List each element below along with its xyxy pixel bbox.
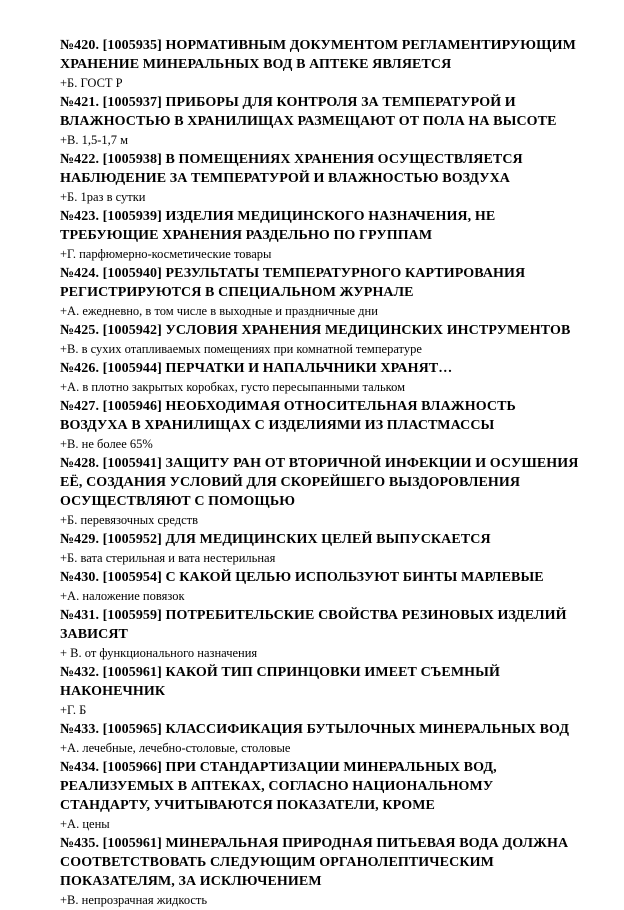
answer-text: +Б. 1раз в сутки [60, 190, 146, 204]
question-text: №422. [1005938] В ПОМЕЩЕНИЯХ ХРАНЕНИЯ ОСУЩЕСТВЛЯЕТСЯ НАБЛЮДЕНИЕ ЗА ТЕМПЕРАТУРОЙ И ВЛАЖНОСТЬЮ ВОЗДУХА [60, 152, 523, 186]
answer-text: + В. от функционального назначения [60, 646, 258, 660]
question-block [60, 359, 585, 396]
question-block [60, 606, 585, 662]
answer-text: +А. ежедневно, в том числе в выходные и праздничные дни [60, 304, 378, 318]
question-text: №425. [1005942] УСЛОВИЯ ХРАНЕНИЯ МЕДИЦИНСКИХ ИНСТРУМЕНТОВ [60, 323, 571, 338]
question-text: №435. [1005961] МИНЕРАЛЬНАЯ ПРИРОДНАЯ ПИТЬЕВАЯ ВОДА ДОЛЖНА СООТВЕТСТВОВАТЬ СЛЕДУЮЩИМ ОРГАНОЛЕПТИЧЕСКИМ ПОКАЗАТЕЛЯМ, ЗА ИСКЛЮЧЕНИЕМ [60, 836, 569, 889]
question-block [60, 36, 585, 92]
question-block [60, 568, 585, 605]
answer-text: +А. в плотно закрытых коробках, густо пересыпанными тальком [60, 380, 406, 394]
answer-text: +Б. ГОСТ Р [60, 76, 123, 90]
question-block [60, 93, 585, 149]
question-block [60, 397, 585, 453]
question-text: №428. [1005941] ЗАЩИТУ РАН ОТ ВТОРИЧНОЙ ИНФЕКЦИИ И ОСУШЕНИЯ ЕЁ, СОЗДАНИЯ УСЛОВИЙ ДЛЯ СКОРЕЙШЕГО ВЫЗДОРОВЛЕНИЯ ОСУЩЕСТВЛЯЮТ С ПОМОЩЬЮ [60, 456, 579, 509]
answer-text: +Г. Б [60, 703, 87, 717]
question-text: №423. [1005939] ИЗДЕЛИЯ МЕДИЦИНСКОГО НАЗНАЧЕНИЯ, НЕ ТРЕБУЮЩИЕ ХРАНЕНИЯ РАЗДЕЛЬНО ПО ГРУППАМ [60, 209, 496, 243]
question-block [60, 454, 585, 529]
question-text: №431. [1005959] ПОТРЕБИТЕЛЬСКИЕ СВОЙСТВА РЕЗИНОВЫХ ИЗДЕЛИЙ ЗАВИСЯТ [60, 608, 567, 642]
answer-text: +Б. вата стерильная и вата нестерильная [60, 551, 276, 565]
question-block [60, 150, 585, 206]
question-text: №424. [1005940] РЕЗУЛЬТАТЫ ТЕМПЕРАТУРНОГО КАРТИРОВАНИЯ РЕГИСТРИРУЮТСЯ В СПЕЦИАЛЬНОМ ЖУРНАЛЕ [60, 266, 526, 300]
question-block [60, 720, 585, 757]
answer-text: +А. наложение повязок [60, 589, 185, 603]
document-page [60, 36, 585, 910]
answer-text: +В. 1,5-1,7 м [60, 133, 129, 147]
question-block [60, 207, 585, 263]
answer-text: +В. в сухих отапливаемых помещениях при комнатной температуре [60, 342, 422, 356]
question-block [60, 834, 585, 909]
answer-text: +Б. перевязочных средств [60, 513, 198, 527]
answer-text: +В. не более 65% [60, 437, 153, 451]
question-text: №434. [1005966] ПРИ СТАНДАРТИЗАЦИИ МИНЕРАЛЬНЫХ ВОД, РЕАЛИЗУЕМЫХ В АПТЕКАХ, СОГЛАСНО НАЦИОНАЛЬНОМУ СТАНДАРТУ, УЧИТЫВАЮТСЯ ПОКАЗАТЕЛИ, КРОМЕ [60, 760, 497, 813]
question-text: №420. [1005935] НОРМАТИВНЫМ ДОКУМЕНТОМ РЕГЛАМЕНТИРУЮЩИМ ХРАНЕНИЕ МИНЕРАЛЬНЫХ ВОД В АПТЕКЕ ЯВЛЯЕТСЯ [60, 38, 576, 72]
question-text: №429. [1005952] ДЛЯ МЕДИЦИНСКИХ ЦЕЛЕЙ ВЫПУСКАЕТСЯ [60, 532, 491, 547]
answer-text: +В. непрозрачная жидкость [60, 893, 208, 907]
question-text: №427. [1005946] НЕОБХОДИМАЯ ОТНОСИТЕЛЬНАЯ ВЛАЖНОСТЬ ВОЗДУХА В ХРАНИЛИЩАХ С ИЗДЕЛИЯМИ ИЗ ПЛАСТМАССЫ [60, 399, 516, 433]
question-block [60, 663, 585, 719]
answer-text: +А. лечебные, лечебно-столовые, столовые [60, 741, 291, 755]
question-block [60, 264, 585, 320]
question-text: №432. [1005961] КАКОЙ ТИП СПРИНЦОВКИ ИМЕЕТ СЪЕМНЫЙ НАКОНЕЧНИК [60, 665, 500, 699]
question-text: №433. [1005965] КЛАССИФИКАЦИЯ БУТЫЛОЧНЫХ МИНЕРАЛЬНЫХ ВОД [60, 722, 570, 737]
question-block [60, 530, 585, 567]
question-text: №421. [1005937] ПРИБОРЫ ДЛЯ КОНТРОЛЯ ЗА ТЕМПЕРАТУРОЙ И ВЛАЖНОСТЬЮ В ХРАНИЛИЩАХ РАЗМЕЩАЮТ ОТ ПОЛА НА ВЫСОТЕ [60, 95, 557, 129]
question-block [60, 321, 585, 358]
answer-text: +Г. парфюмерно-косметические товары [60, 247, 272, 261]
question-text: №430. [1005954] С КАКОЙ ЦЕЛЬЮ ИСПОЛЬЗУЮТ БИНТЫ МАРЛЕВЫЕ [60, 570, 544, 585]
answer-text: +А. цены [60, 817, 110, 831]
question-text: №426. [1005944] ПЕРЧАТКИ И НАПАЛЬЧНИКИ ХРАНЯТ… [60, 361, 453, 376]
question-block [60, 758, 585, 833]
